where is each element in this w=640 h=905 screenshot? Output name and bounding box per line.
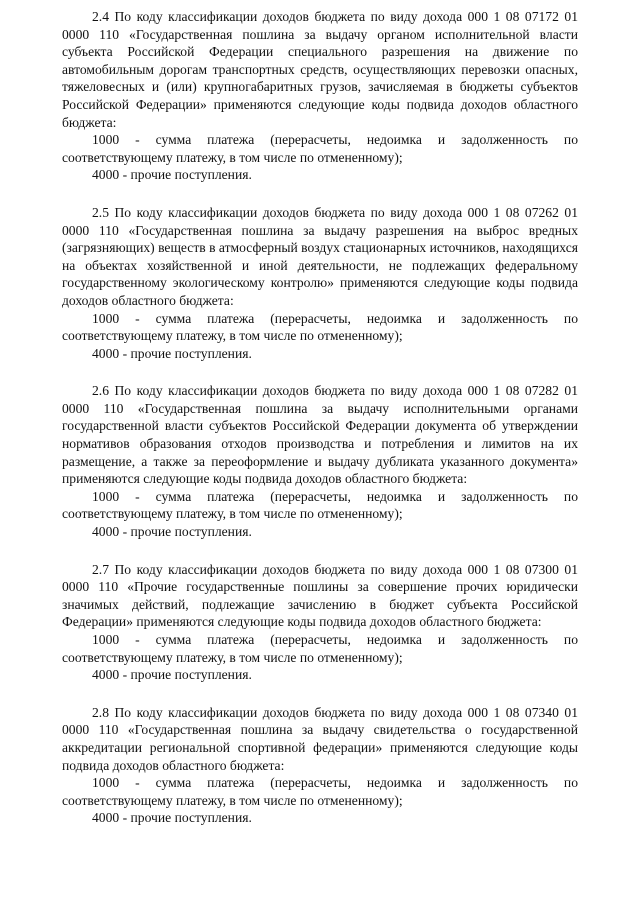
code-4000-line: 4000 - прочие поступления.	[92, 524, 252, 540]
section-intro: 2.4 По коду классификации доходов бюджета по виду дохода 000 1 08 07172 01 0000 110 «Государственная пошлина за выдачу органом исполнительной власти субъекта Российской Федерации специального разрешения на движение по автомобильным дорогам транспортных средств, осуществляющих перевозки опасных, тяжеловесных и (или) крупногабаритных грузов, зачисляемая в бюджеты субъектов Российской Федерации» применяются следующие коды подвида доходов областного бюджета:	[62, 9, 578, 130]
section-2-5	[62, 204, 578, 362]
section-intro: 2.7 По коду классификации доходов бюджета по виду дохода 000 1 08 07300 01 0000 110 «Прочие государственные пошлины за совершение прочих юридически значимых действий, подлежащие зачислению в бюджет субъекта Российской Федерации» применяются следующие коды подвида доходов областного бюджета:	[62, 561, 578, 630]
section-2-8	[62, 704, 578, 827]
code-4000-line: 4000 - прочие поступления.	[92, 667, 252, 683]
code-1000-line: 1000 - сумма платежа (перерасчеты, недоимка и задолженность по соответствующему платежу, в том числе по отмененному);	[62, 488, 578, 522]
code-4000-line: 4000 - прочие поступления.	[92, 167, 252, 183]
section-2-7	[62, 561, 578, 684]
document-page	[62, 8, 578, 827]
section-2-4	[62, 8, 578, 184]
section-intro: 2.5 По коду классификации доходов бюджета по виду дохода 000 1 08 07262 01 0000 110 «Государственная пошлина за выдачу разрешения на выброс вредных (загрязняющих) веществ в атмосферный воздух стационарных источников, находящихся на объектах хозяйственной и иной деятельности, не подлежащих федеральному государственному экологическому контролю» применяются следующие коды подвида доходов областного бюджета:	[62, 204, 578, 308]
code-1000-line: 1000 - сумма платежа (перерасчеты, недоимка и задолженность по соответствующему платежу, в том числе по отмененному);	[62, 775, 578, 808]
code-4000-line: 4000 - прочие поступления.	[92, 345, 252, 361]
section-2-6	[62, 382, 578, 540]
code-1000-line: 1000 - сумма платежа (перерасчеты, недоимка и задолженность по соответствующему платежу, в том числе по отмененному);	[62, 632, 578, 665]
code-4000-line: 4000 - прочие поступления.	[92, 810, 252, 826]
section-intro: 2.6 По коду классификации доходов бюджета по виду дохода 000 1 08 07282 01 0000 110 «Государственная пошлина за выдачу исполнительными органами государственной власти субъектов Российской Федерации документа об утверждении нормативов образования отходов производства и потребления и лимитов на их размещение, а также за переоформление и выдачу дубликата указанного документа» применяются следующие коды подвида доходов областного бюджета:	[62, 383, 578, 487]
section-intro: 2.8 По коду классификации доходов бюджета по виду дохода 000 1 08 07340 01 0000 110 «Государственная пошлина за выдачу свидетельства о государственной аккредитации региональной спортивной федерации» применяются следующие коды подвида доходов областного бюджета:	[62, 704, 578, 773]
code-1000-line: 1000 - сумма платежа (перерасчеты, недоимка и задолженность по соответствующему платежу, в том числе по отмененному);	[62, 132, 578, 165]
code-1000-line: 1000 - сумма платежа (перерасчеты, недоимка и задолженность по соответствующему платежу, в том числе по отмененному);	[62, 310, 578, 344]
